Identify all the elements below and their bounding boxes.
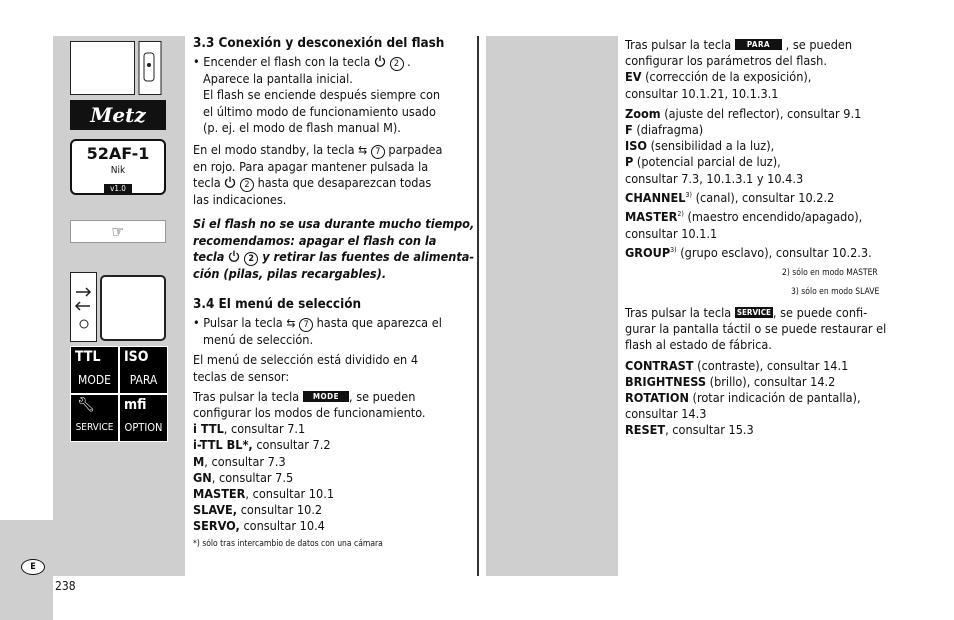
model-sub: Nik xyxy=(110,165,126,176)
service-list xyxy=(625,358,886,439)
device-side-illustration xyxy=(70,272,166,342)
list-item: M, consultar 7.3 xyxy=(193,453,286,469)
list-item: ROTATION (rotar indicación de pantalla), xyxy=(625,390,861,406)
menu-tiles xyxy=(70,346,168,442)
section-title: 3.4 El menú de selección xyxy=(193,297,362,312)
wrench-icon: 🔧︎ xyxy=(77,397,95,413)
list-item: MASTER, consultar 10.1 xyxy=(193,486,335,502)
list-item: i-TTL BL*, consultar 7.2 xyxy=(193,437,331,453)
right-gray-column xyxy=(486,36,618,576)
mode-key: MODE xyxy=(303,391,349,402)
footnote-master: 2) sólo en modo MASTER xyxy=(782,268,878,278)
option-tile: mfi OPTION xyxy=(119,394,168,442)
footnote-slave: 3) sólo en modo SLAVE xyxy=(791,287,880,297)
display-panel xyxy=(70,139,166,195)
brand-text: Metz xyxy=(90,103,146,127)
service-tile: 🔧︎ SERVICE xyxy=(70,394,119,442)
flash-device-illustration xyxy=(70,41,165,95)
key-7-icon: 7 xyxy=(371,145,385,159)
list-item: RESET, consultar 15.3 xyxy=(625,422,754,438)
section-3-3: 3.3 Conexión y desconexión del flash • Encender el flash con la tecla 2 . Aparece la pantalla inicial. El flash se enciende después siempre con el último modo de funcionamiento usado (p. ej. el modo de flash manual M). En el modo standby, la tecla ⇆ 7 parpadea en rojo. Para apagar mantener pulsada la tecla 2 hasta que desaparezcan todas las indicaciones. Si el flash no se usa durante mucho tiempo, recomendamos: apagar el flash con la tecla 2 y retirar las fuentes de alimenta- ción (pilas, pilas recargables). xyxy=(193,36,475,281)
list-item: i TTL, consultar 7.1 xyxy=(193,421,306,437)
power-icon xyxy=(374,55,386,67)
page-number: 238 xyxy=(55,579,76,593)
list-item: BRIGHTNESS (brillo), consultar 14.2 xyxy=(625,373,836,389)
metz-logo xyxy=(70,100,166,130)
switch-arrows-icon: ⇆ xyxy=(286,316,296,331)
key-2-icon: 2 xyxy=(240,178,254,192)
section-title: 3.3 Conexión y desconexión del flash xyxy=(193,36,445,51)
para-tile: ISO PARA xyxy=(119,346,168,394)
power-icon xyxy=(228,250,240,262)
mode-tile: TTL MODE xyxy=(70,346,119,394)
para-key: PARA xyxy=(735,39,782,50)
service-key: SERVICE xyxy=(736,308,771,317)
right-column: Tras pulsar la tecla PARA , se pueden configurar los parámetros del flash. EV (corrección de la exposición), consultar 10.1.21, 10.1.3.1 Zoom (ajuste del reflector), consultar 9.1 F (diafragma) ISO (sensibilidad a la luz), P (potencial parcial de luz), consultar 7.3, 10.1.3.1 y 10.4.3 CHANNEL$^{3)}$ (canal), consultar 10.2.2 MASTER$^{2)}$ (maestro encendido/apagado), consultar 10.1.1 GROUP$^{3)}$ (grupo esclavo), consultar 10.2.3. xyxy=(625,37,872,260)
mode-list xyxy=(193,421,442,534)
key-2-icon: 2 xyxy=(390,57,404,71)
note-hand-icon: ☞ xyxy=(70,220,166,243)
list-item: SLAVE, consultar 10.2 xyxy=(193,502,323,518)
list-item: consultar 14.3 xyxy=(625,406,707,422)
list-item: GN, consultar 7.5 xyxy=(193,469,294,485)
column-divider xyxy=(477,36,479,576)
footnote: *) sólo tras intercambio de datos con una cámara xyxy=(193,538,383,549)
model-name: 52AF-1 xyxy=(86,144,150,163)
service-section: Tras pulsar la tecla SERVICE , se puede confi- gurar la pantalla táctil o se puede restaurar el flash al estado de fábrica. CONTRAST (contraste), consultar 14.1 BRIGHTNESS (brillo), consultar 14.2 ROTATION (rotar indicación de pantalla), consultar 14.3 RESET, consultar 15.3 xyxy=(625,305,887,438)
switch-arrows-icon: ⇆ xyxy=(358,143,368,158)
list-item: SERVO, consultar 10.4 xyxy=(193,518,325,534)
key-7-icon: 7 xyxy=(299,318,313,332)
key-2-icon: 2 xyxy=(244,252,258,266)
language-badge: E xyxy=(21,559,45,575)
section-3-4: 3.4 El menú de selección • Pulsar la tecla ⇆ 7 hasta que aparezca el menú de selección. El menú de selección está dividido en 4 teclas de sensor: Tras pulsar la tecla MODE , se pueden configurar los modos de funcionamiento. i TTL, consultar 7.1 i-TTL BL*, consultar 7.2 M, consultar 7.3 GN, consultar 7.5 MASTER, consultar 10.1 SLAVE, consultar 10.2 SERVO, consultar 10.4 *) sólo tras intercambio de datos con una cámara xyxy=(193,297,442,552)
list-item: CONTRAST (contraste), consultar 14.1 xyxy=(625,357,849,373)
version-badge: v1.0 xyxy=(104,184,132,194)
power-icon xyxy=(224,176,236,188)
